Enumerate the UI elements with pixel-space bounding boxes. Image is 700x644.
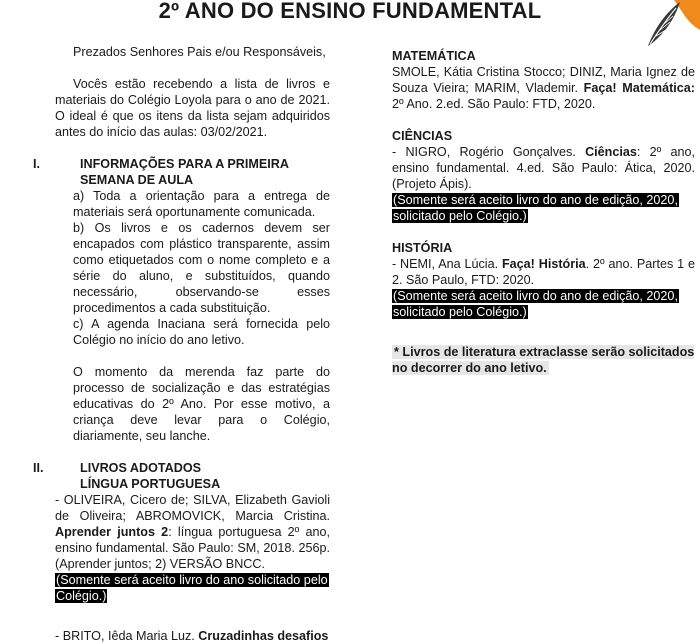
book-ciencias-title: Ciências bbox=[585, 145, 637, 159]
book-historia bbox=[392, 256, 695, 288]
feather-logo-icon bbox=[640, 0, 700, 48]
section-1-title: INFORMAÇÕES PARA A PRIMEIRA SEMANA DE AULA bbox=[80, 157, 289, 187]
note-portuguese: (Somente será aceito livro do ano solicitado pelo Colégio.) bbox=[56, 573, 328, 603]
info-item-a: a) Toda a orientação para a entrega de materiais será oportunamente comunicada. bbox=[73, 189, 330, 219]
page-title: 2º ANO DO ENSINO FUNDAMENTAL bbox=[158, 0, 542, 23]
section-2-number: II. bbox=[33, 461, 44, 475]
section-2-heading bbox=[33, 460, 330, 492]
book-portuguese-authors: - OLIVEIRA, Cicero de; SILVA, Elizabeth Gavioli de Oliveira; ABROMOVICK, Marcia Cristina. bbox=[55, 493, 330, 523]
book-matematica-title: Faça! Matemática: bbox=[583, 81, 695, 95]
footnote-literatura: * Livros de literatura extraclasse serão solicitados no decorrer do ano letivo. bbox=[392, 345, 695, 375]
book-matematica bbox=[392, 64, 695, 112]
book-historia-details: . 2º ano. Partes 1 e 2. São Paulo, FTD: 2020. bbox=[392, 257, 695, 287]
book-ciencias-authors: - NIGRO, Rogério Gonçalves. bbox=[392, 145, 586, 159]
book-matematica-details: 2º Ano. 2.ed. São Paulo: FTD, 2020. bbox=[392, 97, 596, 111]
note-historia: (Somente será aceito livro do ano de edição, 2020, solicitado pelo Colégio.) bbox=[393, 289, 678, 319]
book-cruzadinhas-authors: - BRITO, Iêda Maria Luz. bbox=[55, 629, 199, 643]
heading-historia: HISTÓRIA bbox=[392, 241, 453, 255]
intro-paragraph: Vocês estão recebendo a lista de livros e materiais do Colégio Loyola para o ano de 2021. O ideal é que os itens da lista sejam adquiridos antes do início das aulas: 03/02/2021. bbox=[55, 77, 330, 139]
book-historia-authors: - NEMI, Ana Lúcia. bbox=[392, 257, 502, 271]
book-cruzadinhas bbox=[55, 628, 330, 644]
merenda-paragraph: O momento da merenda faz parte do processo de socialização e das estratégias educativas do 2º Ano. Por esse motivo, a criança deve levar para o Colégio, diariamente, seu lanche. bbox=[73, 365, 330, 443]
greeting: Prezados Senhores Pais e/ou Responsáveis, bbox=[73, 45, 326, 59]
info-item-b: b) Os livros e os cadernos devem ser encapados com plástico transparente, assim como etiquetados com o nome completo e a série do aluno, e substituídos, quando necessário, observando-se esses procedimentos a cada substituição. bbox=[73, 221, 330, 315]
book-portuguese-title: Aprender juntos 2 bbox=[55, 525, 169, 539]
section-2-title: LIVROS ADOTADOS bbox=[80, 461, 202, 475]
heading-matematica: MATEMÁTICA bbox=[392, 49, 476, 63]
right-column bbox=[392, 48, 695, 376]
section-1-number: I. bbox=[33, 157, 40, 171]
subject-portuguese: LÍNGUA PORTUGUESA bbox=[80, 477, 221, 491]
section-1-heading bbox=[33, 156, 330, 188]
info-item-c: c) A agenda Inaciana será fornecida pelo Colégio no início do ano letivo. bbox=[73, 317, 330, 347]
book-ciencias-details: : 2º ano, ensino fundamental. 4.ed. São Paulo: Ática, 2020. (Projeto Ápis). bbox=[392, 145, 695, 191]
book-portuguese-details: : língua portuguesa 2º ano, ensino fundamental. São Paulo: SM, 2018. 256p. (Aprender juntos; 2) VERSÃO BNCC. bbox=[55, 525, 330, 571]
book-cruzadinhas-title: Cruzadinhas desafios bbox=[198, 629, 329, 643]
book-matematica-authors: SMOLE, Kátia Cristina Stocco; DINIZ, Maria Ignez de Souza Vieira; MARIM, Vlademir. bbox=[392, 65, 695, 95]
heading-ciencias: CIÊNCIAS bbox=[392, 129, 453, 143]
note-ciencias: (Somente será aceito livro do ano de edição, 2020, solicitado pelo Colégio.) bbox=[393, 193, 678, 223]
book-historia-title: Faça! História bbox=[501, 257, 586, 271]
book-ciencias bbox=[392, 144, 695, 192]
book-portuguese bbox=[55, 492, 330, 572]
left-column bbox=[33, 44, 330, 644]
